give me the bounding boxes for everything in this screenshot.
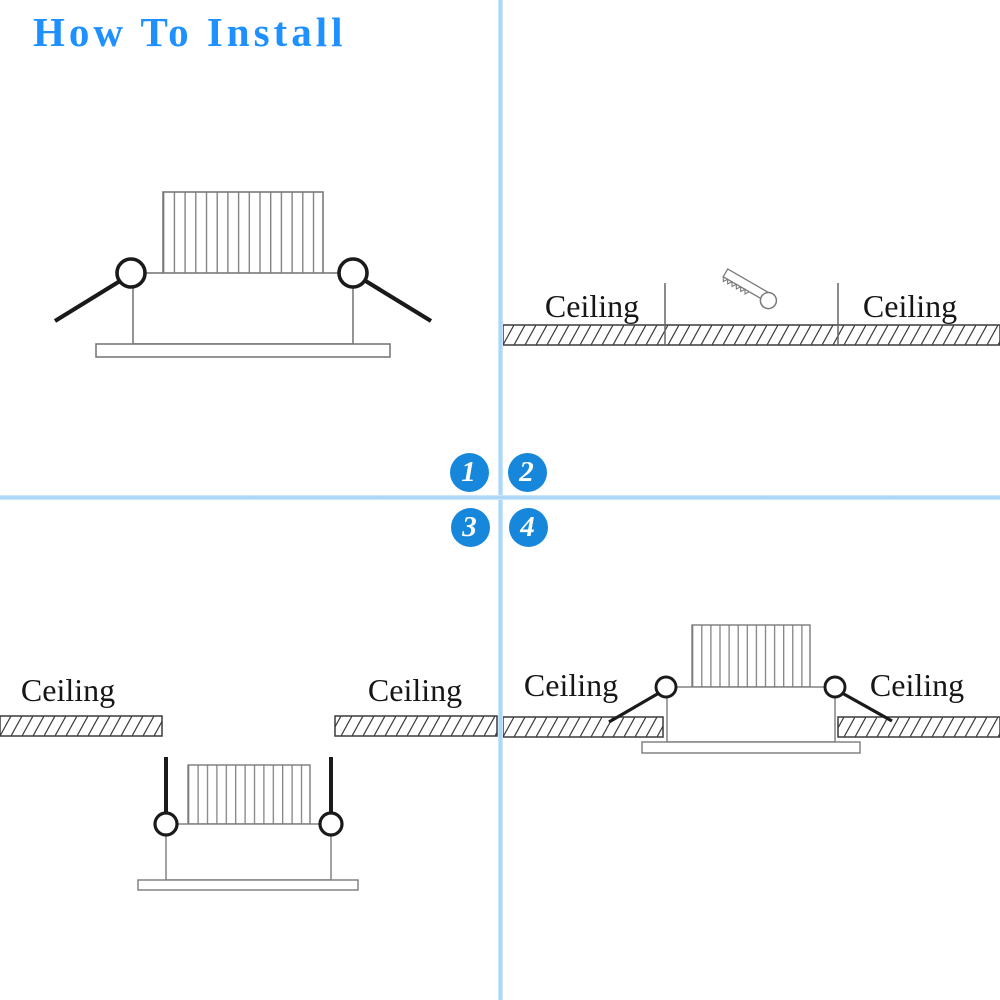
ceiling-label-step2-right: Ceiling [862,288,958,324]
page-title: How To Install [33,9,347,55]
heatsink-fins [163,192,323,274]
ceiling-label-step3-left: Ceiling [20,672,116,708]
step-badge-2: 2 [508,453,547,492]
trim-ring [642,742,860,753]
step-badge-1: 1 [450,453,489,492]
ceiling-right-section [335,716,497,736]
ceiling-label-step4-right: Ceiling [869,667,965,703]
ceiling-label-step2-left: Ceiling [544,288,640,324]
ceiling-label-step3-right: Ceiling [367,672,463,708]
ceiling-label-step4-left: Ceiling [523,667,619,703]
heatsink-fins [188,765,310,824]
step-badge-3: 3 [451,508,490,547]
step4-diagram-installed [503,502,1000,1000]
left-spring-arm [55,281,120,321]
left-spring-clip-icon [155,813,177,835]
step3-diagram-insert-fixture [0,502,498,1000]
ceiling-left-section [503,717,663,737]
right-spring-clip-icon [339,259,367,287]
right-spring-clip-icon [320,813,342,835]
right-spring-clip-icon [825,677,845,697]
left-spring-clip-icon [656,677,676,697]
fixture-body [133,273,353,344]
right-spring-arm [364,280,431,321]
step-badge-4: 4 [509,508,548,547]
fixture-body [667,687,835,742]
ceiling-left-section [0,716,162,736]
ceiling-right-section [838,717,1000,737]
horizontal-divider [0,495,1000,500]
step2-diagram-cut-hole [503,0,1000,495]
step1-diagram-downlight-springs-open [0,0,498,495]
fixture-body [166,824,331,880]
trim-ring [138,880,358,890]
trim-ring [96,344,390,357]
ceiling-section [503,325,1000,345]
heatsink-fins [692,625,810,687]
left-spring-clip-icon [117,259,145,287]
saw-icon [720,268,779,311]
